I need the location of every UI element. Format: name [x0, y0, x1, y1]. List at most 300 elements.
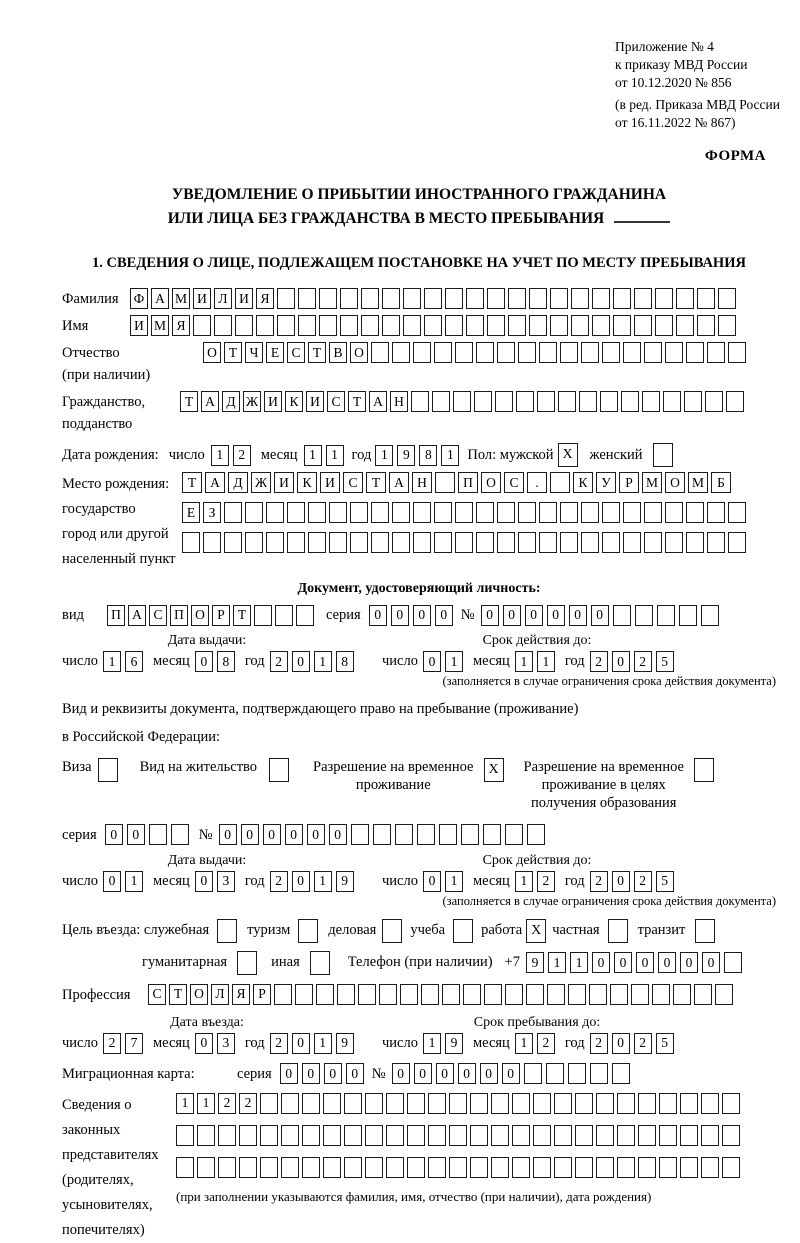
- doc-issue-year-boxes[interactable]: [270, 651, 354, 672]
- char-cell[interactable]: [392, 502, 410, 523]
- char-cell[interactable]: [533, 1093, 551, 1114]
- char-cell[interactable]: [254, 605, 272, 626]
- char-cell[interactable]: [676, 288, 694, 309]
- char-cell[interactable]: 1: [445, 871, 463, 892]
- char-cell[interactable]: [592, 288, 610, 309]
- char-cell[interactable]: [659, 1125, 677, 1146]
- birthdate-month-boxes[interactable]: [304, 445, 344, 466]
- char-cell[interactable]: [245, 532, 263, 553]
- checkbox-cell[interactable]: [608, 919, 628, 943]
- char-cell[interactable]: 0: [195, 871, 213, 892]
- birthdate-day-boxes[interactable]: [211, 445, 251, 466]
- char-cell[interactable]: [697, 288, 715, 309]
- char-cell[interactable]: А: [128, 605, 146, 626]
- char-cell[interactable]: 1: [176, 1093, 194, 1114]
- char-cell[interactable]: [617, 1157, 635, 1178]
- char-cell[interactable]: 0: [307, 824, 325, 845]
- char-cell[interactable]: А: [205, 472, 225, 493]
- char-cell[interactable]: 1: [445, 651, 463, 672]
- char-cell[interactable]: [652, 984, 670, 1005]
- char-cell[interactable]: [449, 1157, 467, 1178]
- char-cell[interactable]: 0: [569, 605, 587, 626]
- char-cell[interactable]: 0: [413, 605, 431, 626]
- char-cell[interactable]: [461, 824, 479, 845]
- char-cell[interactable]: 0: [423, 651, 441, 672]
- char-cell[interactable]: [466, 315, 484, 336]
- char-cell[interactable]: 1: [125, 871, 143, 892]
- char-cell[interactable]: В: [329, 342, 347, 363]
- char-cell[interactable]: 9: [445, 1033, 463, 1054]
- char-cell[interactable]: 0: [592, 952, 610, 973]
- char-cell[interactable]: 2: [239, 1093, 257, 1114]
- char-cell[interactable]: [365, 1157, 383, 1178]
- char-cell[interactable]: 5: [656, 651, 674, 672]
- char-cell[interactable]: [218, 1125, 236, 1146]
- char-cell[interactable]: [302, 1125, 320, 1146]
- birthdate-year-boxes[interactable]: [375, 445, 459, 466]
- char-cell[interactable]: [550, 315, 568, 336]
- char-cell[interactable]: [589, 984, 607, 1005]
- char-cell[interactable]: [701, 1125, 719, 1146]
- char-cell[interactable]: [554, 1093, 572, 1114]
- char-cell[interactable]: [340, 315, 358, 336]
- char-cell[interactable]: [722, 1157, 740, 1178]
- char-cell[interactable]: [694, 984, 712, 1005]
- char-cell[interactable]: [642, 391, 660, 412]
- char-cell[interactable]: [526, 984, 544, 1005]
- char-cell[interactable]: [644, 532, 662, 553]
- char-cell[interactable]: 0: [423, 871, 441, 892]
- char-cell[interactable]: [476, 532, 494, 553]
- char-cell[interactable]: [470, 1157, 488, 1178]
- char-cell[interactable]: [434, 532, 452, 553]
- char-cell[interactable]: [676, 315, 694, 336]
- checkbox-cell[interactable]: [237, 951, 257, 975]
- char-cell[interactable]: 0: [658, 952, 676, 973]
- char-cell[interactable]: [579, 391, 597, 412]
- purpose-humanitarian-checkbox[interactable]: [237, 951, 257, 975]
- char-cell[interactable]: [550, 288, 568, 309]
- char-cell[interactable]: И: [130, 315, 148, 336]
- char-cell[interactable]: [329, 532, 347, 553]
- char-cell[interactable]: С: [327, 391, 345, 412]
- char-cell[interactable]: П: [458, 472, 478, 493]
- char-cell[interactable]: [665, 502, 683, 523]
- char-cell[interactable]: [413, 532, 431, 553]
- char-cell[interactable]: [277, 288, 295, 309]
- char-cell[interactable]: Т: [180, 391, 198, 412]
- char-cell[interactable]: Я: [256, 288, 274, 309]
- char-cell[interactable]: [413, 342, 431, 363]
- char-cell[interactable]: [395, 824, 413, 845]
- char-cell[interactable]: 0: [614, 952, 632, 973]
- char-cell[interactable]: [434, 342, 452, 363]
- char-cell[interactable]: 2: [233, 445, 251, 466]
- char-cell[interactable]: О: [665, 472, 685, 493]
- char-cell[interactable]: Е: [266, 342, 284, 363]
- char-cell[interactable]: 0: [195, 1033, 213, 1054]
- char-cell[interactable]: 1: [515, 651, 533, 672]
- char-cell[interactable]: С: [149, 605, 167, 626]
- char-cell[interactable]: [218, 1157, 236, 1178]
- char-cell[interactable]: [428, 1157, 446, 1178]
- char-cell[interactable]: 0: [502, 1063, 520, 1084]
- char-cell[interactable]: Т: [308, 342, 326, 363]
- char-cell[interactable]: [701, 1093, 719, 1114]
- char-cell[interactable]: [296, 605, 314, 626]
- char-cell[interactable]: [449, 1093, 467, 1114]
- checkbox-cell[interactable]: [694, 758, 714, 782]
- legal-reps-row3-boxes[interactable]: [176, 1157, 740, 1178]
- char-cell[interactable]: [707, 502, 725, 523]
- char-cell[interactable]: [655, 288, 673, 309]
- checkbox-cell[interactable]: X: [558, 443, 578, 467]
- char-cell[interactable]: [319, 315, 337, 336]
- char-cell[interactable]: А: [369, 391, 387, 412]
- char-cell[interactable]: [275, 605, 293, 626]
- char-cell[interactable]: 0: [103, 871, 121, 892]
- char-cell[interactable]: 1: [314, 1033, 332, 1054]
- migration-series-boxes[interactable]: [280, 1063, 364, 1084]
- char-cell[interactable]: [554, 1157, 572, 1178]
- char-cell[interactable]: [386, 1125, 404, 1146]
- stay-valid-day-boxes[interactable]: [423, 871, 463, 892]
- char-cell[interactable]: 9: [336, 1033, 354, 1054]
- char-cell[interactable]: [600, 391, 618, 412]
- char-cell[interactable]: [379, 984, 397, 1005]
- char-cell[interactable]: [171, 824, 189, 845]
- char-cell[interactable]: 0: [481, 605, 499, 626]
- char-cell[interactable]: [638, 1157, 656, 1178]
- char-cell[interactable]: [547, 984, 565, 1005]
- option-visa-checkbox[interactable]: [98, 758, 118, 782]
- char-cell[interactable]: У: [596, 472, 616, 493]
- purpose-business-checkbox[interactable]: [217, 919, 237, 943]
- char-cell[interactable]: 2: [634, 1033, 652, 1054]
- char-cell[interactable]: [644, 342, 662, 363]
- char-cell[interactable]: [581, 502, 599, 523]
- char-cell[interactable]: 0: [241, 824, 259, 845]
- char-cell[interactable]: 6: [125, 651, 143, 672]
- char-cell[interactable]: [631, 984, 649, 1005]
- char-cell[interactable]: 5: [656, 871, 674, 892]
- char-cell[interactable]: [392, 532, 410, 553]
- char-cell[interactable]: [533, 1157, 551, 1178]
- char-cell[interactable]: 2: [537, 1033, 555, 1054]
- char-cell[interactable]: [575, 1125, 593, 1146]
- char-cell[interactable]: [373, 824, 391, 845]
- char-cell[interactable]: [176, 1125, 194, 1146]
- char-cell[interactable]: Т: [224, 342, 242, 363]
- char-cell[interactable]: [686, 342, 704, 363]
- char-cell[interactable]: 0: [369, 605, 387, 626]
- char-cell[interactable]: [281, 1125, 299, 1146]
- char-cell[interactable]: 2: [270, 1033, 288, 1054]
- char-cell[interactable]: [298, 288, 316, 309]
- stay-until-year-boxes[interactable]: [590, 1033, 674, 1054]
- char-cell[interactable]: [295, 984, 313, 1005]
- doc-valid-year-boxes[interactable]: [590, 651, 674, 672]
- char-cell[interactable]: 1: [326, 445, 344, 466]
- char-cell[interactable]: 0: [391, 605, 409, 626]
- char-cell[interactable]: [470, 1093, 488, 1114]
- char-cell[interactable]: [697, 315, 715, 336]
- char-cell[interactable]: 1: [537, 651, 555, 672]
- checkbox-cell[interactable]: [695, 919, 715, 943]
- char-cell[interactable]: А: [389, 472, 409, 493]
- char-cell[interactable]: [613, 315, 631, 336]
- char-cell[interactable]: [453, 391, 471, 412]
- char-cell[interactable]: 9: [397, 445, 415, 466]
- stay-issue-year-boxes[interactable]: [270, 871, 354, 892]
- char-cell[interactable]: [558, 391, 576, 412]
- char-cell[interactable]: Н: [412, 472, 432, 493]
- char-cell[interactable]: [403, 315, 421, 336]
- char-cell[interactable]: 0: [263, 824, 281, 845]
- legal-reps-row2-boxes[interactable]: [176, 1125, 740, 1146]
- char-cell[interactable]: [581, 342, 599, 363]
- checkbox-cell[interactable]: [98, 758, 118, 782]
- char-cell[interactable]: [371, 532, 389, 553]
- char-cell[interactable]: [596, 1125, 614, 1146]
- char-cell[interactable]: [539, 342, 557, 363]
- char-cell[interactable]: [686, 532, 704, 553]
- char-cell[interactable]: [432, 391, 450, 412]
- char-cell[interactable]: 0: [292, 871, 310, 892]
- char-cell[interactable]: Н: [390, 391, 408, 412]
- char-cell[interactable]: [617, 1093, 635, 1114]
- checkbox-cell[interactable]: [382, 919, 402, 943]
- option-temp-residence-edu-checkbox[interactable]: [694, 758, 714, 782]
- char-cell[interactable]: Т: [233, 605, 251, 626]
- char-cell[interactable]: [495, 391, 513, 412]
- char-cell[interactable]: [497, 502, 515, 523]
- char-cell[interactable]: К: [297, 472, 317, 493]
- char-cell[interactable]: [466, 288, 484, 309]
- char-cell[interactable]: 5: [656, 1033, 674, 1054]
- char-cell[interactable]: [371, 342, 389, 363]
- char-cell[interactable]: Б: [711, 472, 731, 493]
- option-temp-residence-checkbox[interactable]: [484, 758, 504, 782]
- char-cell[interactable]: [421, 984, 439, 1005]
- char-cell[interactable]: [455, 342, 473, 363]
- char-cell[interactable]: [518, 342, 536, 363]
- char-cell[interactable]: [302, 1157, 320, 1178]
- firstname-boxes[interactable]: [130, 315, 736, 336]
- char-cell[interactable]: [260, 1125, 278, 1146]
- char-cell[interactable]: О: [481, 472, 501, 493]
- char-cell[interactable]: [266, 502, 284, 523]
- char-cell[interactable]: [487, 315, 505, 336]
- char-cell[interactable]: [568, 1063, 586, 1084]
- char-cell[interactable]: [560, 502, 578, 523]
- char-cell[interactable]: М: [172, 288, 190, 309]
- char-cell[interactable]: [351, 824, 369, 845]
- char-cell[interactable]: [590, 1063, 608, 1084]
- char-cell[interactable]: [575, 1157, 593, 1178]
- char-cell[interactable]: [382, 288, 400, 309]
- char-cell[interactable]: [435, 472, 455, 493]
- char-cell[interactable]: [686, 502, 704, 523]
- char-cell[interactable]: 2: [270, 651, 288, 672]
- char-cell[interactable]: Ж: [243, 391, 261, 412]
- char-cell[interactable]: [634, 315, 652, 336]
- char-cell[interactable]: [260, 1093, 278, 1114]
- char-cell[interactable]: [722, 1125, 740, 1146]
- char-cell[interactable]: 0: [219, 824, 237, 845]
- entry-month-boxes[interactable]: [195, 1033, 235, 1054]
- char-cell[interactable]: [455, 532, 473, 553]
- char-cell[interactable]: 1: [515, 871, 533, 892]
- char-cell[interactable]: [497, 342, 515, 363]
- char-cell[interactable]: Р: [253, 984, 271, 1005]
- checkbox-cell[interactable]: [453, 919, 473, 943]
- char-cell[interactable]: [323, 1125, 341, 1146]
- char-cell[interactable]: [445, 288, 463, 309]
- entry-day-boxes[interactable]: [103, 1033, 143, 1054]
- char-cell[interactable]: [665, 342, 683, 363]
- doc-issue-month-boxes[interactable]: [195, 651, 235, 672]
- char-cell[interactable]: [726, 391, 744, 412]
- birthplace-row3-boxes[interactable]: [182, 532, 746, 553]
- char-cell[interactable]: [350, 502, 368, 523]
- char-cell[interactable]: [428, 1093, 446, 1114]
- char-cell[interactable]: 0: [503, 605, 521, 626]
- char-cell[interactable]: 0: [702, 952, 720, 973]
- char-cell[interactable]: [491, 1125, 509, 1146]
- char-cell[interactable]: [245, 502, 263, 523]
- char-cell[interactable]: М: [688, 472, 708, 493]
- char-cell[interactable]: О: [190, 984, 208, 1005]
- char-cell[interactable]: [445, 315, 463, 336]
- char-cell[interactable]: [554, 1125, 572, 1146]
- char-cell[interactable]: 0: [458, 1063, 476, 1084]
- migration-number-boxes[interactable]: [392, 1063, 630, 1084]
- char-cell[interactable]: 1: [314, 871, 332, 892]
- purpose-tourism-checkbox[interactable]: [298, 919, 318, 943]
- char-cell[interactable]: 8: [336, 651, 354, 672]
- char-cell[interactable]: 0: [195, 651, 213, 672]
- citizenship-boxes[interactable]: [180, 391, 744, 412]
- char-cell[interactable]: [638, 1125, 656, 1146]
- checkbox-cell[interactable]: X: [526, 919, 546, 943]
- char-cell[interactable]: И: [320, 472, 340, 493]
- char-cell[interactable]: 0: [435, 605, 453, 626]
- char-cell[interactable]: [400, 984, 418, 1005]
- char-cell[interactable]: [424, 288, 442, 309]
- char-cell[interactable]: Ч: [245, 342, 263, 363]
- char-cell[interactable]: [413, 502, 431, 523]
- char-cell[interactable]: [679, 605, 697, 626]
- char-cell[interactable]: [718, 288, 736, 309]
- doc-series-boxes[interactable]: [369, 605, 453, 626]
- char-cell[interactable]: [613, 288, 631, 309]
- char-cell[interactable]: [287, 502, 305, 523]
- char-cell[interactable]: [505, 984, 523, 1005]
- char-cell[interactable]: [724, 952, 742, 973]
- char-cell[interactable]: [659, 1157, 677, 1178]
- doc-type-boxes[interactable]: [107, 605, 314, 626]
- char-cell[interactable]: [365, 1125, 383, 1146]
- char-cell[interactable]: Р: [212, 605, 230, 626]
- char-cell[interactable]: [439, 824, 457, 845]
- char-cell[interactable]: [665, 532, 683, 553]
- char-cell[interactable]: [424, 315, 442, 336]
- char-cell[interactable]: [571, 288, 589, 309]
- char-cell[interactable]: [684, 391, 702, 412]
- char-cell[interactable]: [329, 502, 347, 523]
- char-cell[interactable]: [337, 984, 355, 1005]
- char-cell[interactable]: 2: [270, 871, 288, 892]
- char-cell[interactable]: 0: [280, 1063, 298, 1084]
- char-cell[interactable]: 0: [525, 605, 543, 626]
- char-cell[interactable]: [274, 984, 292, 1005]
- char-cell[interactable]: 2: [218, 1093, 236, 1114]
- char-cell[interactable]: 1: [304, 445, 322, 466]
- char-cell[interactable]: [382, 315, 400, 336]
- char-cell[interactable]: [718, 315, 736, 336]
- char-cell[interactable]: [476, 502, 494, 523]
- char-cell[interactable]: [491, 1093, 509, 1114]
- char-cell[interactable]: Д: [222, 391, 240, 412]
- char-cell[interactable]: [707, 342, 725, 363]
- stay-valid-year-boxes[interactable]: [590, 871, 674, 892]
- char-cell[interactable]: 0: [436, 1063, 454, 1084]
- char-cell[interactable]: 1: [570, 952, 588, 973]
- char-cell[interactable]: .: [527, 472, 547, 493]
- char-cell[interactable]: [407, 1157, 425, 1178]
- char-cell[interactable]: [149, 824, 167, 845]
- char-cell[interactable]: 8: [217, 651, 235, 672]
- char-cell[interactable]: [518, 532, 536, 553]
- char-cell[interactable]: [487, 288, 505, 309]
- char-cell[interactable]: О: [203, 342, 221, 363]
- char-cell[interactable]: Р: [619, 472, 639, 493]
- char-cell[interactable]: [470, 1125, 488, 1146]
- char-cell[interactable]: [644, 502, 662, 523]
- char-cell[interactable]: [407, 1093, 425, 1114]
- checkbox-cell[interactable]: X: [484, 758, 504, 782]
- char-cell[interactable]: [476, 342, 494, 363]
- char-cell[interactable]: [256, 315, 274, 336]
- char-cell[interactable]: [319, 288, 337, 309]
- char-cell[interactable]: Т: [348, 391, 366, 412]
- char-cell[interactable]: [214, 315, 232, 336]
- char-cell[interactable]: О: [191, 605, 209, 626]
- char-cell[interactable]: [344, 1093, 362, 1114]
- char-cell[interactable]: [298, 315, 316, 336]
- char-cell[interactable]: [722, 1093, 740, 1114]
- char-cell[interactable]: [277, 315, 295, 336]
- char-cell[interactable]: И: [264, 391, 282, 412]
- char-cell[interactable]: [323, 1093, 341, 1114]
- char-cell[interactable]: [568, 984, 586, 1005]
- char-cell[interactable]: [575, 1093, 593, 1114]
- char-cell[interactable]: И: [274, 472, 294, 493]
- char-cell[interactable]: К: [573, 472, 593, 493]
- char-cell[interactable]: [663, 391, 681, 412]
- char-cell[interactable]: Я: [172, 315, 190, 336]
- char-cell[interactable]: 1: [423, 1033, 441, 1054]
- char-cell[interactable]: [344, 1125, 362, 1146]
- char-cell[interactable]: [524, 1063, 542, 1084]
- char-cell[interactable]: [239, 1157, 257, 1178]
- char-cell[interactable]: [176, 1157, 194, 1178]
- char-cell[interactable]: [392, 342, 410, 363]
- char-cell[interactable]: [701, 605, 719, 626]
- char-cell[interactable]: [728, 532, 746, 553]
- char-cell[interactable]: А: [201, 391, 219, 412]
